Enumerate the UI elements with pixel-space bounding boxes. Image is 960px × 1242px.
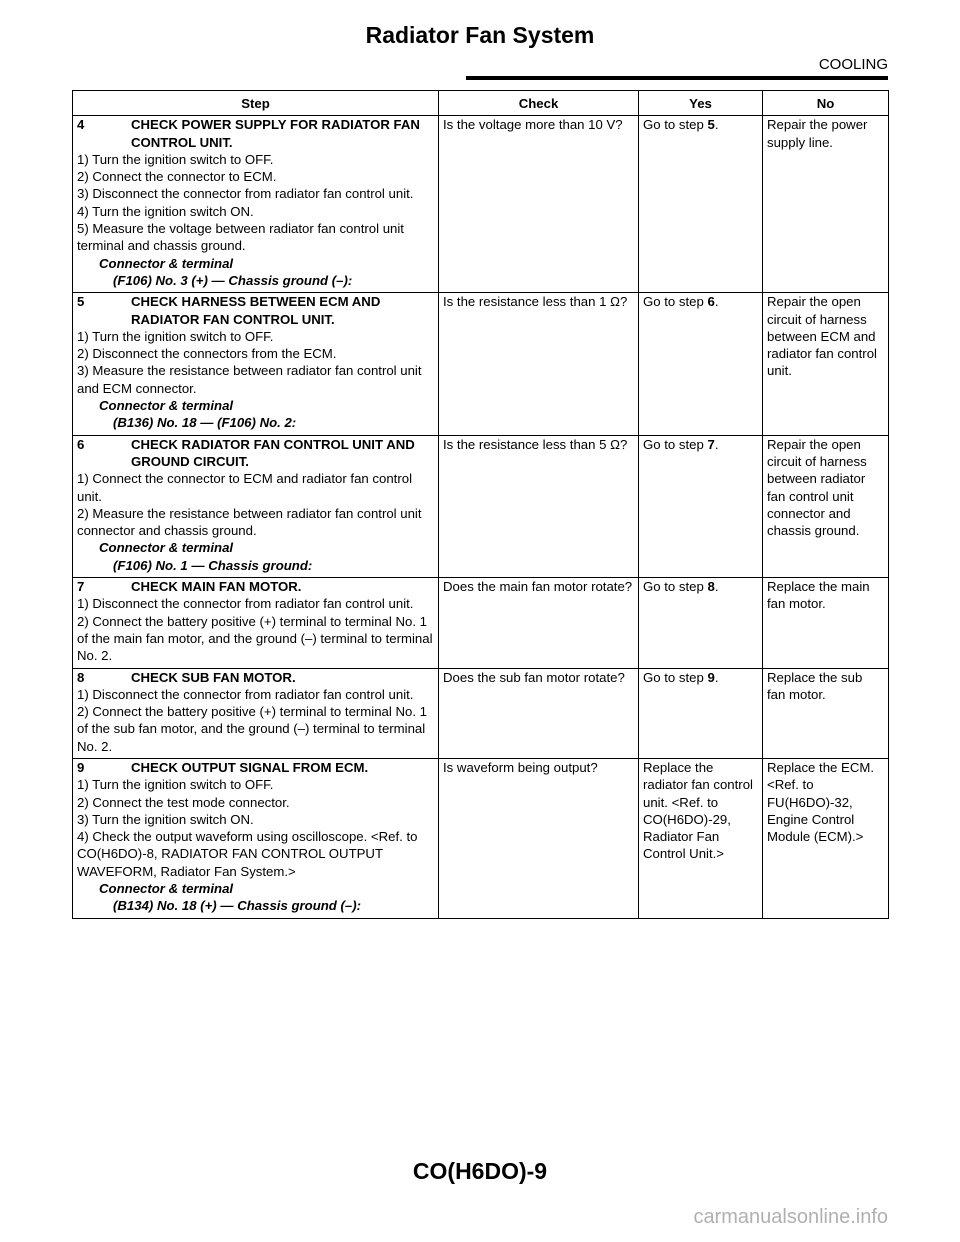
step-heading	[77, 759, 434, 776]
step-cell	[73, 293, 439, 435]
column-header-yes: Yes	[639, 91, 763, 116]
yes-cell	[639, 578, 763, 668]
connector-label: Connector & terminal	[99, 881, 234, 897]
yes-text: Go to step	[643, 436, 708, 452]
yes-step-link: 6	[707, 294, 715, 310]
step-cell	[73, 668, 439, 758]
check-cell: Is waveform being output?	[439, 758, 639, 918]
table-header-row	[73, 91, 889, 116]
procedure-step: 1) Turn the ignition switch to OFF.	[77, 328, 274, 344]
step-number: 5	[77, 294, 85, 310]
table-body	[73, 116, 889, 918]
yes-cell	[639, 758, 763, 918]
section-label: COOLING	[818, 56, 888, 73]
step-number: 4	[77, 117, 85, 133]
step-title: CHECK RADIATOR FAN CONTROL UNIT AND GROUND CIRCUIT.	[131, 436, 415, 469]
no-cell: Replace the ECM. <Ref. to FU(H6DO)-32, Engine Control Module (ECM).>	[763, 758, 889, 918]
step-cell	[73, 758, 439, 918]
yes-cell	[639, 435, 763, 577]
table-row	[73, 116, 889, 293]
yes-text: Replace the radiator fan control unit. <Ref. to CO(H6DO)-29, Radiator Fan Control Unit.>	[643, 759, 753, 862]
yes-step-link: 9	[707, 669, 715, 685]
table-row	[73, 668, 889, 758]
step-title: CHECK MAIN FAN MOTOR.	[131, 579, 302, 595]
yes-suffix: .	[714, 117, 719, 133]
table-row	[73, 293, 889, 435]
yes-text: Go to step	[643, 294, 708, 310]
procedure-step: 2) Connect the battery positive (+) terminal to terminal No. 1 of the sub fan motor, and the ground (–) terminal to terminal No. 2.	[77, 704, 427, 754]
step-title: CHECK SUB FAN MOTOR.	[131, 669, 296, 685]
procedure-step: 2) Connect the connector to ECM.	[77, 169, 277, 185]
connector-terminal: (F106) No. 3 (+) — Chassis ground (–):	[113, 272, 353, 288]
check-cell: Is the voltage more than 10 V?	[439, 116, 639, 293]
no-cell: Replace the main fan motor.	[763, 578, 889, 668]
no-cell: Repair the open circuit of harness between ECM and radiator fan control unit.	[763, 293, 889, 435]
yes-suffix: .	[714, 294, 719, 310]
table-row	[73, 578, 889, 668]
step-title: CHECK POWER SUPPLY FOR RADIATOR FAN CONTROL UNIT.	[131, 117, 420, 150]
step-number: 6	[77, 436, 85, 452]
yes-text: Go to step	[643, 579, 708, 595]
step-number: 9	[77, 759, 85, 775]
procedure-step: 1) Disconnect the connector from radiator fan control unit.	[77, 686, 414, 702]
check-cell: Is the resistance less than 5 Ω?	[439, 435, 639, 577]
no-cell: Repair the power supply line.	[763, 116, 889, 293]
column-header-step: Step	[73, 91, 439, 116]
connector-label: Connector & terminal	[99, 255, 234, 271]
step-cell	[73, 435, 439, 577]
table-row	[73, 435, 889, 577]
procedure-step: 2) Measure the resistance between radiator fan control unit connector and chassis ground.	[77, 505, 422, 539]
procedure-step: 5) Measure the voltage between radiator fan control unit terminal and chassis ground.	[77, 221, 404, 254]
procedure-step: 1) Turn the ignition switch to OFF.	[77, 151, 274, 167]
procedure-step: 1) Turn the ignition switch to OFF.	[77, 777, 274, 793]
procedure-step: 3) Disconnect the connector from radiator fan control unit.	[77, 186, 414, 202]
step-title: CHECK HARNESS BETWEEN ECM AND RADIATOR FAN CONTROL UNIT.	[131, 294, 381, 327]
procedure-step: 2) Disconnect the connectors from the ECM.	[77, 346, 337, 362]
procedure-step: 4) Check the output waveform using oscilloscope. <Ref. to CO(H6DO)-8, RADIATOR FAN CONTROL OUTPUT WAVEFORM, Radiator Fan System.>	[77, 829, 418, 879]
page-number: CO(H6DO)-9	[412, 1158, 548, 1184]
no-cell: Replace the sub fan motor.	[763, 668, 889, 758]
yes-suffix: .	[714, 436, 719, 452]
yes-text: Go to step	[643, 117, 708, 133]
connector-label: Connector & terminal	[99, 540, 234, 556]
step-title: CHECK OUTPUT SIGNAL FROM ECM.	[131, 759, 369, 775]
yes-suffix: .	[714, 669, 719, 685]
connector-terminal: (B136) No. 18 — (F106) No. 2:	[113, 415, 297, 431]
no-cell: Repair the open circuit of harness between radiator fan control unit connector and chassis ground.	[763, 435, 889, 577]
procedure-step: 3) Turn the ignition switch ON.	[77, 811, 254, 827]
procedure-step: 1) Disconnect the connector from radiator fan control unit.	[77, 596, 414, 612]
step-heading	[77, 578, 434, 595]
check-cell: Does the sub fan motor rotate?	[439, 668, 639, 758]
step-number: 7	[77, 579, 85, 595]
column-header-no: No	[763, 91, 889, 116]
step-heading	[77, 116, 434, 151]
yes-cell	[639, 116, 763, 293]
diagnostic-table	[72, 90, 889, 919]
yes-step-link: 5	[707, 117, 715, 133]
step-number: 8	[77, 669, 85, 685]
step-heading	[77, 669, 434, 686]
table-row	[73, 758, 889, 918]
step-cell	[73, 116, 439, 293]
connector-terminal: (B134) No. 18 (+) — Chassis ground (–):	[113, 898, 362, 914]
procedure-step: 4) Turn the ignition switch ON.	[77, 203, 254, 219]
connector-terminal: (F106) No. 1 — Chassis ground:	[113, 557, 313, 573]
step-heading	[77, 436, 434, 471]
step-heading	[77, 293, 434, 328]
procedure-step: 2) Connect the test mode connector.	[77, 794, 290, 810]
yes-text: Go to step	[643, 669, 708, 685]
yes-cell	[639, 293, 763, 435]
page-title: Radiator Fan System	[365, 22, 595, 48]
procedure-step: 1) Connect the connector to ECM and radiator fan control unit.	[77, 471, 412, 504]
yes-cell	[639, 668, 763, 758]
step-cell	[73, 578, 439, 668]
header-rule	[466, 76, 888, 80]
check-cell: Is the resistance less than 1 Ω?	[439, 293, 639, 435]
yes-step-link: 7	[707, 436, 715, 452]
watermark: carmanualsonline.info	[693, 1206, 888, 1228]
column-header-check: Check	[439, 91, 639, 116]
procedure-step: 2) Connect the battery positive (+) terminal to terminal No. 1 of the main fan motor, and the ground (–) terminal to terminal No. 2.	[77, 613, 433, 664]
check-cell: Does the main fan motor rotate?	[439, 578, 639, 668]
procedure-step: 3) Measure the resistance between radiator fan control unit and ECM connector.	[77, 363, 422, 396]
connector-label: Connector & terminal	[99, 398, 234, 414]
yes-suffix: .	[714, 579, 719, 595]
yes-step-link: 8	[707, 579, 715, 595]
